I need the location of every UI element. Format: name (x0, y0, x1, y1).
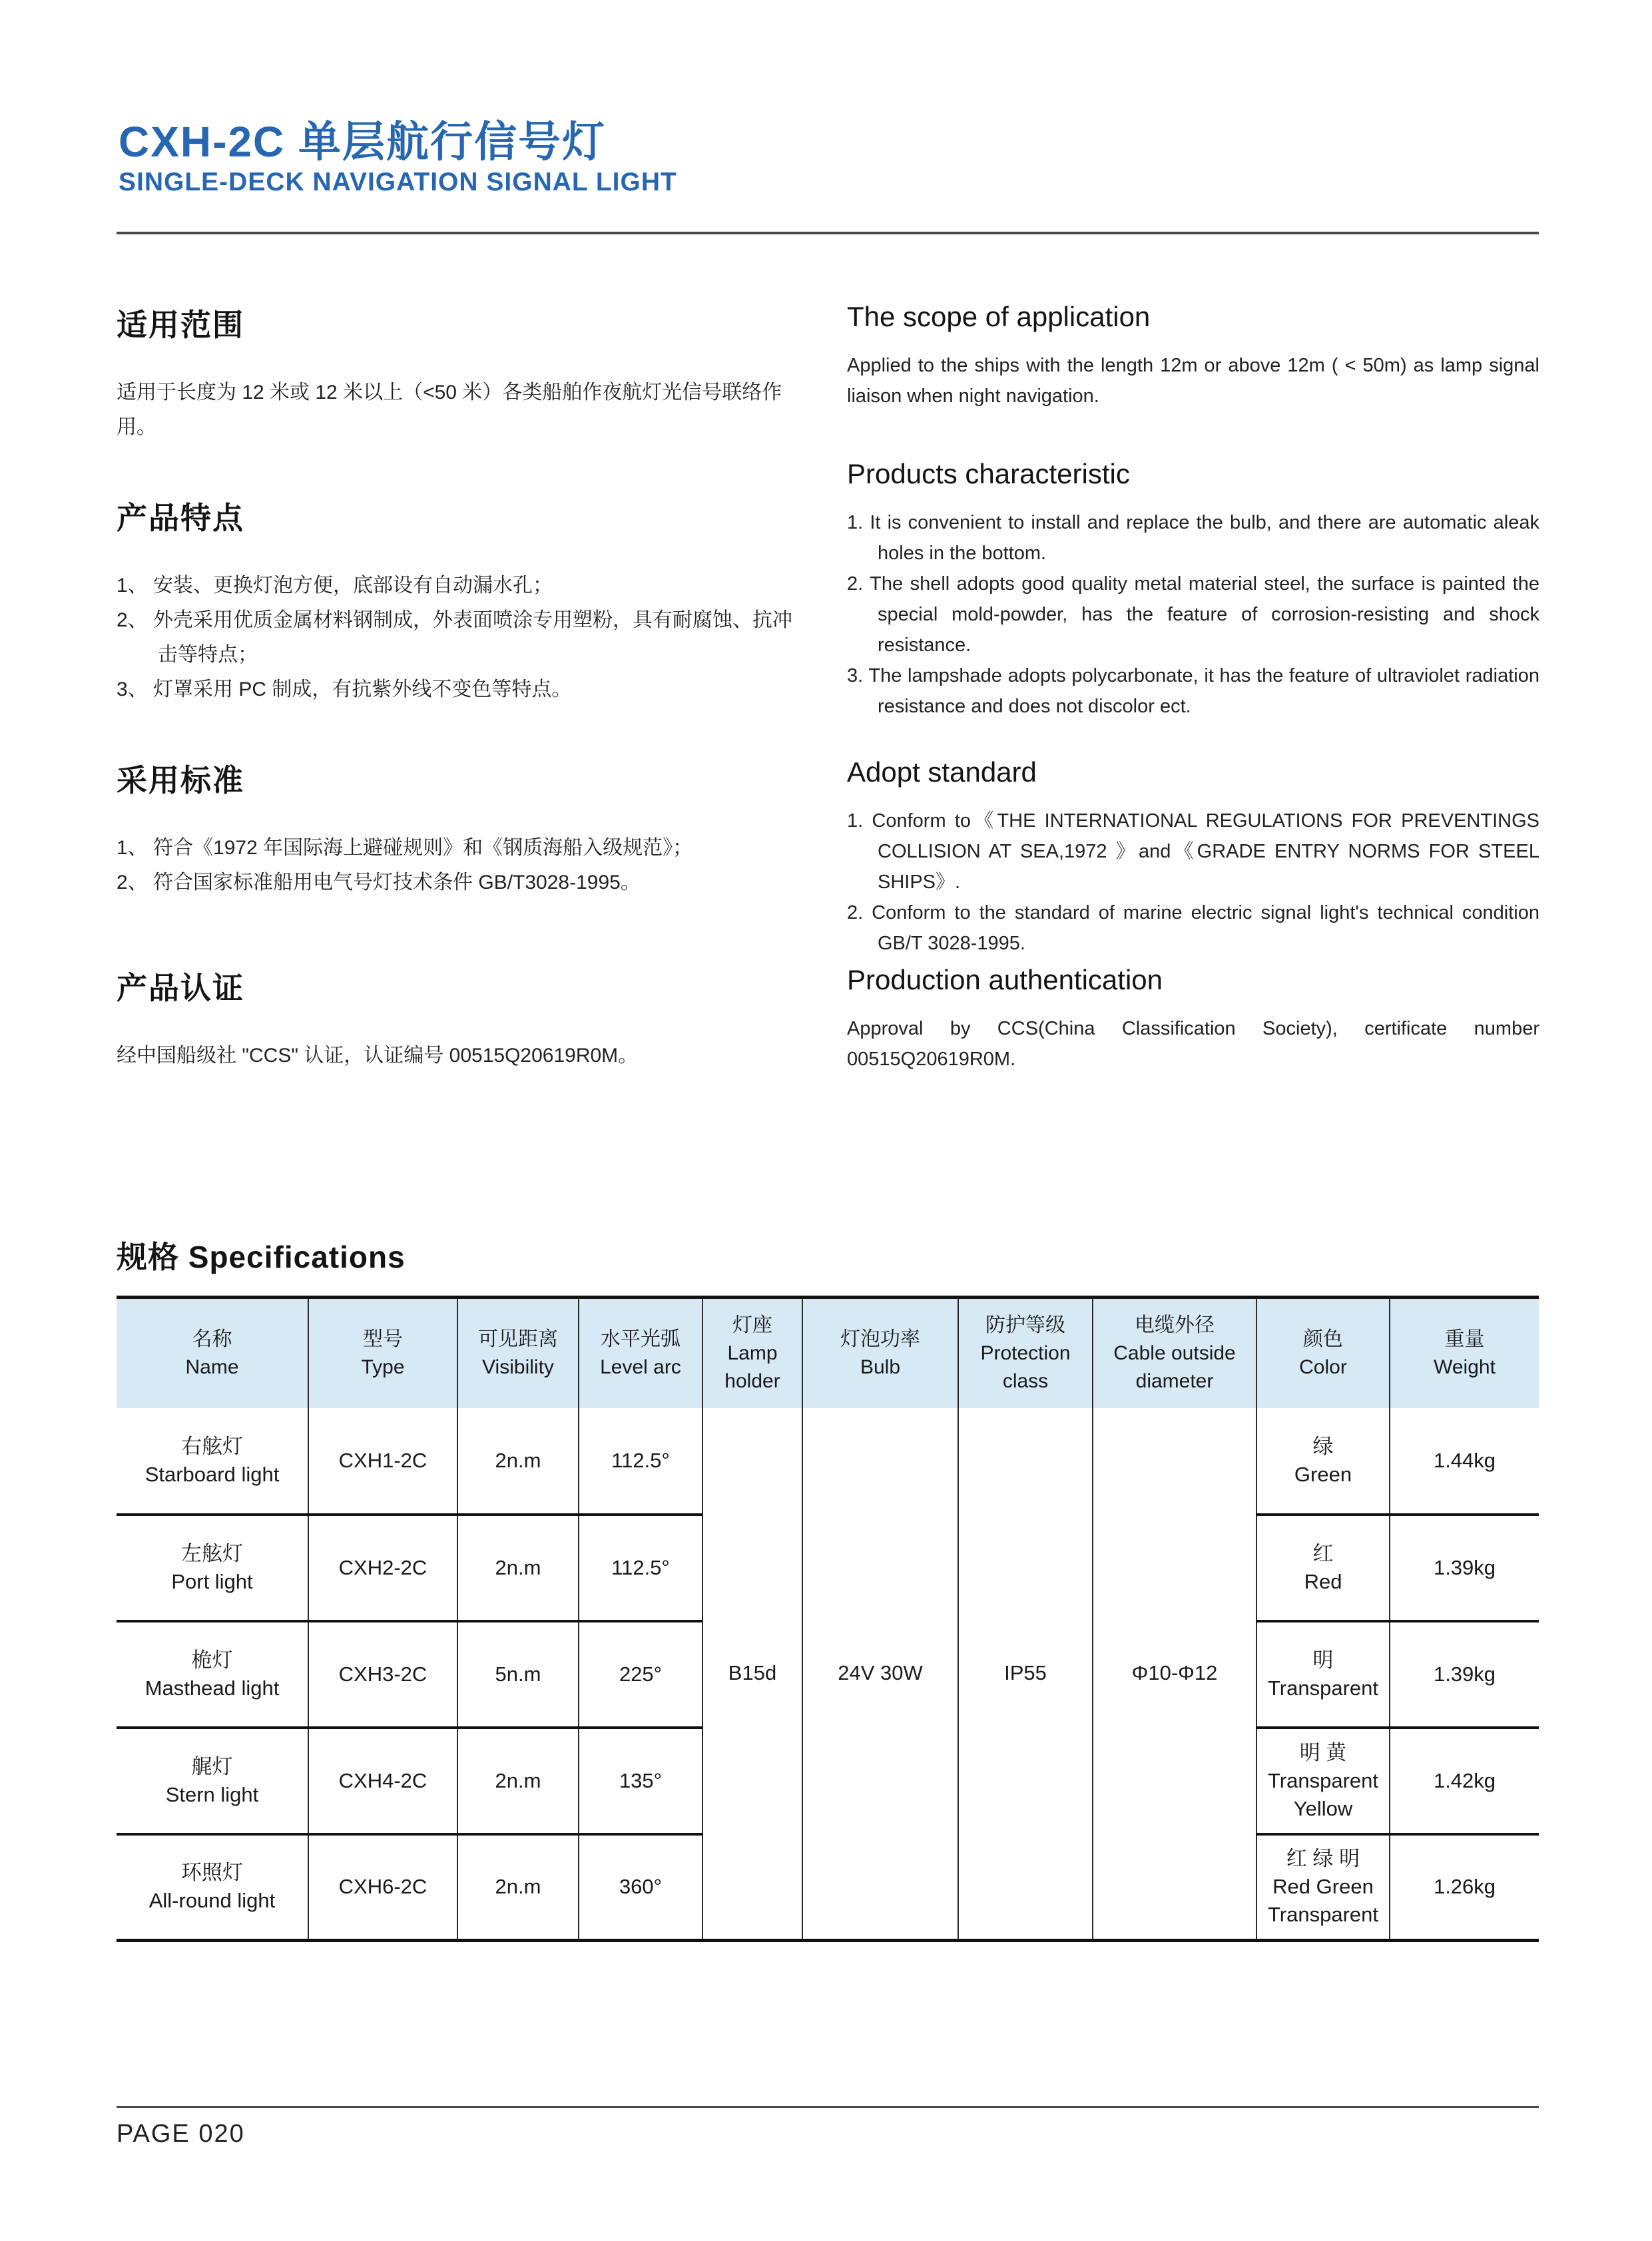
list-item: 3. The lampshade adopts polycarbonate, it has the feature of ultraviolet radiation resistance and does not discolor ect. (847, 665, 1539, 717)
section-features-zh (117, 494, 802, 707)
section-scope-en (847, 301, 1539, 411)
cell-visibility: 2n.m (457, 1515, 579, 1621)
cell-name: 左舷灯 Port light (117, 1515, 308, 1621)
cell-type: CXH4-2C (308, 1728, 457, 1834)
section-heading: The scope of application (847, 301, 1151, 332)
cell-color: 明 黄 Transparent Yellow (1256, 1728, 1390, 1834)
section-scope-zh (117, 301, 802, 445)
cell-weight: 1.39kg (1390, 1621, 1539, 1728)
cell-name: 艉灯 Stern light (117, 1728, 308, 1834)
cell-color: 明 Transparent (1256, 1621, 1390, 1728)
cell-weight: 1.42kg (1390, 1728, 1539, 1834)
table-row (117, 1408, 1539, 1515)
section-authentication-en (847, 964, 1539, 1075)
page-title: CXH-2C 单层航行信号灯 (119, 118, 607, 166)
cell-level-arc: 112.5° (579, 1408, 702, 1515)
list-item: 2. Conform to the standard of marine electric signal light's technical condition GB/T 3028-1995. (847, 902, 1539, 954)
col-header-visibility: 可见距离 Visibility (457, 1298, 579, 1408)
list-item: 2、 符合国家标准船用电气号灯技术条件 GB/T3028-1995。 (117, 872, 641, 893)
section-body: 适用于长度为 12 米或 12 米以上（<50 米）各类船舶作夜航灯光信号联络作用。 (117, 381, 782, 438)
footer-divider (117, 2106, 1539, 2108)
cell-level-arc: 112.5° (579, 1515, 702, 1621)
cell-protection-class: IP55 (958, 1408, 1093, 1941)
section-heading: 产品特点 (117, 501, 244, 535)
section-heading: Adopt standard (847, 756, 1037, 788)
cell-cable-diameter: Φ10-Φ12 (1093, 1408, 1256, 1941)
list-item: 1、 安装、更换灯泡方便，底部设有自动漏水孔； (117, 575, 553, 597)
list-item: 2、 外壳采用优质金属材料钢制成，外表面喷涂专用塑粉，具有耐腐蚀、抗冲击等特点； (117, 609, 793, 666)
section-standard-en (847, 756, 1539, 959)
specifications-table (117, 1296, 1539, 1942)
col-header-type: 型号 Type (308, 1298, 457, 1408)
cell-level-arc: 360° (579, 1834, 702, 1941)
cell-color: 绿 Green (1256, 1408, 1390, 1515)
col-header-weight: 重量 Weight (1390, 1298, 1539, 1408)
cell-color: 红 绿 明 Red Green Transparent (1256, 1834, 1390, 1941)
cell-level-arc: 135° (579, 1728, 702, 1834)
col-header-protection-class: 防护等级 Protection class (958, 1298, 1093, 1408)
section-authentication-zh (117, 964, 802, 1073)
section-heading: 产品认证 (117, 971, 244, 1005)
col-header-color: 颜色 Color (1256, 1298, 1390, 1408)
cell-type: CXH3-2C (308, 1621, 457, 1728)
cell-color: 红 Red (1256, 1515, 1390, 1621)
col-header-level-arc: 水平光弧 Level arc (579, 1298, 702, 1408)
page-subtitle: SINGLE-DECK NAVIGATION SIGNAL LIGHT (119, 168, 677, 196)
list-item: 2. The shell adopts good quality metal material steel, the surface is painted the special mold-powder, has the feature of corrosion-resisting and shock resistance. (847, 573, 1539, 656)
section-body: 经中国船级社 "CCS" 认证，认证编号 00515Q20619R0M。 (117, 1045, 639, 1067)
cell-name: 右舷灯 Starboard light (144, 1434, 280, 1486)
cell-weight: 1.39kg (1390, 1515, 1539, 1621)
col-header-name: 名称 Name (117, 1298, 308, 1408)
cell-weight: 1.44kg (1390, 1408, 1539, 1515)
col-header-bulb: 灯泡功率 Bulb (802, 1298, 958, 1408)
cell-lamp-holder: B15d (702, 1408, 802, 1941)
cell-name: 环照灯 All-round light (117, 1834, 308, 1941)
cell-weight: 1.26kg (1390, 1834, 1539, 1941)
section-body: Applied to the ships with the length 12m or above 12m ( < 50m) as lamp signal liaison when night navigation. (847, 355, 1539, 407)
cell-type: CXH6-2C (308, 1834, 457, 1941)
section-heading: Products characteristic (847, 458, 1130, 489)
section-heading: 适用范围 (117, 308, 244, 342)
list-item: 1. It is convenient to install and replace the bulb, and there are automatic aleak holes in the bottom. (847, 512, 1539, 564)
list-item: 1. Conform to《THE INTERNATIONAL REGULATIONS FOR PREVENTINGS COLLISION AT SEA,1972 》and《GRADE ENTRY NORMS FOR STEEL SHIPS》. (847, 810, 1539, 893)
page-number: PAGE 020 (117, 2120, 245, 2148)
section-features-en (847, 458, 1539, 722)
cell-visibility: 2n.m (457, 1834, 579, 1941)
list-item: 1、 符合《1972 年国际海上避碰规则》和《钢质海船入级规范》； (117, 837, 693, 859)
cell-visibility: 2n.m (457, 1728, 579, 1834)
table-header-row (117, 1298, 1539, 1408)
section-heading: 采用标准 (117, 763, 244, 798)
cell-bulb: 24V 30W (802, 1408, 958, 1941)
cell-level-arc: 225° (579, 1621, 702, 1728)
cell-type: CXH1-2C (308, 1408, 457, 1515)
cell-visibility: 2n.m (457, 1408, 579, 1515)
header-divider (117, 232, 1539, 234)
col-header-cable-diameter: 电缆外径 Cable outside diameter (1093, 1298, 1256, 1408)
col-header-lamp-holder: 灯座 Lamp holder (702, 1298, 802, 1408)
section-heading: Production authentication (847, 964, 1163, 995)
list-item: 3、 灯罩采用 PC 制成，有抗紫外线不变色等特点。 (117, 678, 572, 700)
cell-name: 桅灯 Masthead light (117, 1621, 308, 1728)
section-body: Approval by CCS(China Classification Society), certificate number 00515Q20619R0M. (847, 1018, 1539, 1070)
cell-visibility: 5n.m (457, 1621, 579, 1728)
section-standard-zh (117, 756, 802, 900)
cell-type: CXH2-2C (308, 1515, 457, 1621)
specifications-heading: 规格 Specifications (117, 1240, 406, 1274)
